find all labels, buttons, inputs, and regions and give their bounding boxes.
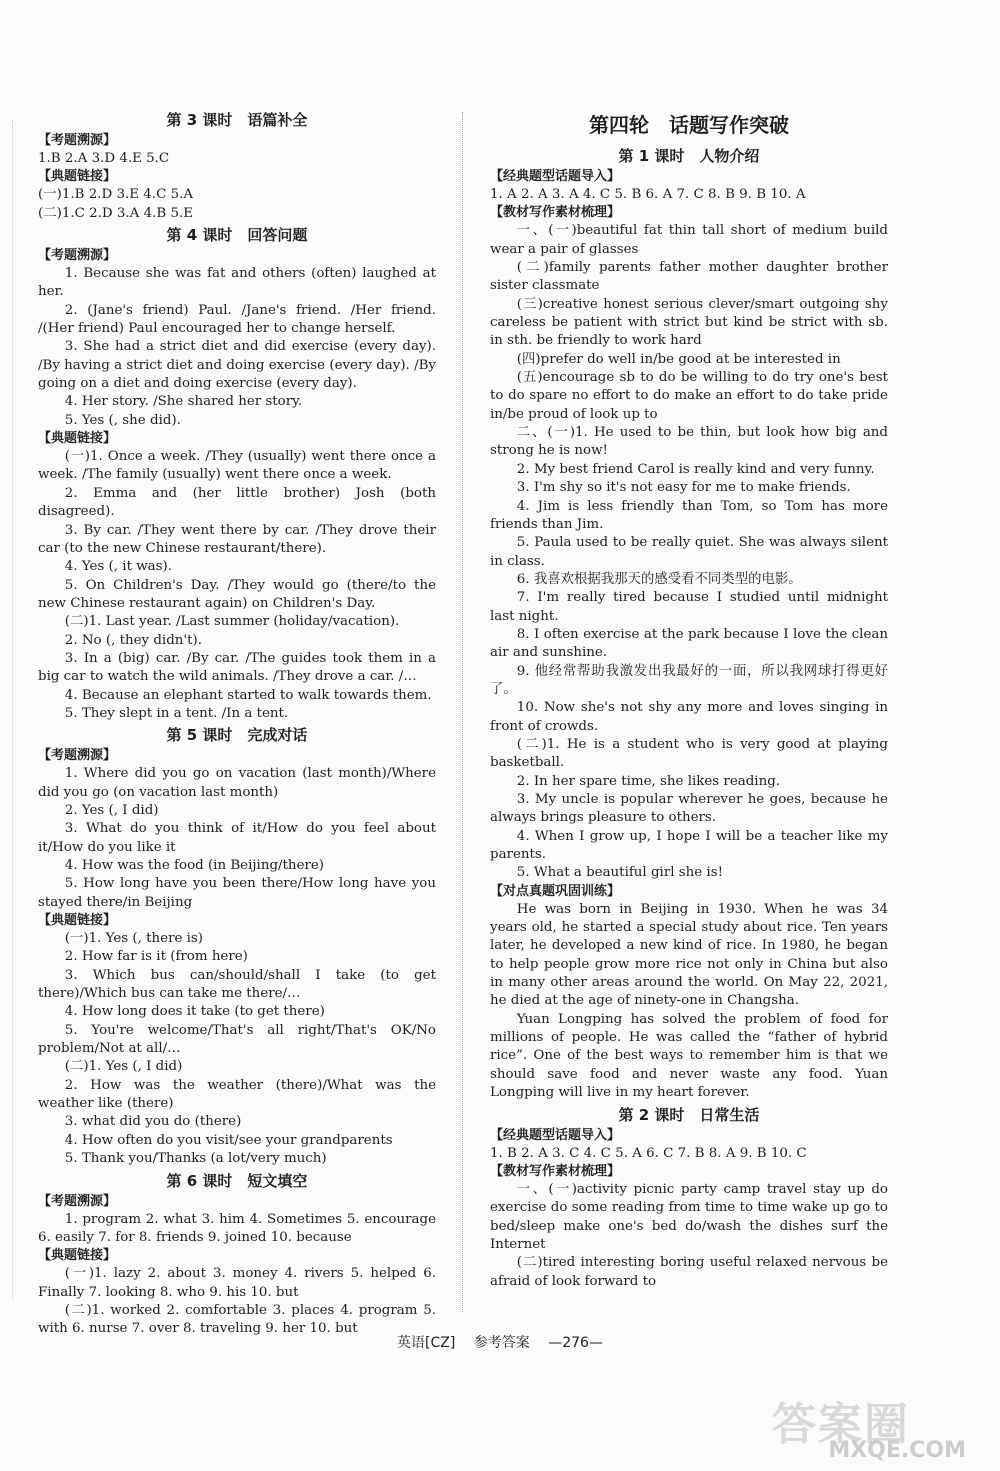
footer-label: 参考答案: [473, 1335, 530, 1351]
answer-line: 2. How was the weather (there)/What was the weather like (there): [38, 1077, 436, 1112]
answer-line: (二)1. Last year. /Last summer (holiday/vacation).: [64, 614, 400, 630]
section-header: 【典题链接】: [38, 431, 117, 447]
answer-line: 1. Because she was fat and others (often) laughed at her.: [38, 266, 436, 300]
answer-line: 3. She had a strict diet and did exercise (every day). /By having a strict diet and doing exercise (every day). /By going on a diet and doing exercise (every day).: [38, 339, 436, 392]
answer-line: 6. 我喜欢根据我那天的感受看不同类型的电影。: [516, 571, 802, 587]
section-header: 【典题链接】: [38, 1248, 117, 1264]
lesson-title: 第 4 课时 回答问题: [166, 226, 308, 245]
answer-line: (二)1.C 2.D 3.A 4.B 5.E: [38, 205, 194, 221]
column-divider: [462, 112, 463, 1312]
left-column: [38, 108, 436, 1339]
lesson-title: 第 3 课时 语篇补全: [166, 111, 308, 129]
answer-line: 9. 他经常帮助我激发出我最好的一面，所以我网球打得更好了。: [490, 663, 888, 697]
answer-line: 4. How long does it take (to get there): [64, 1004, 325, 1020]
answer-line: (二)family parents father mother daughter brother sister classmate: [490, 260, 888, 294]
answer-line: 3. My uncle is popular wherever he goes, because he always brings pleasure to others.: [490, 792, 888, 826]
answer-line: (二)1. Yes (, I did): [64, 1059, 183, 1075]
section-header: 【经典题型话题导入】: [490, 169, 621, 184]
answer-line: 1. program 2. what 3. him 4. Sometimes 5. encourage 6. easily 7. for 8. friends 9. joined 10. because: [38, 1211, 436, 1245]
section-header: 【教材写作素材梳理】: [490, 1163, 621, 1179]
section-header: 【经典题型话题导入】: [490, 1127, 621, 1143]
answer-line: 4. Her story. /She shared her story.: [64, 394, 303, 410]
answer-line: 5. Yes (, she did).: [64, 412, 181, 428]
lesson-title: 第 1 课时 人物介绍: [618, 147, 760, 165]
answer-line: 3. I'm shy so it's not easy for me to make friends.: [516, 480, 851, 496]
answer-line: 2. Emma and (her little brother) Josh (both disagreed).: [38, 485, 436, 520]
answer-line: 4. Yes (, it was).: [64, 559, 173, 575]
section-header: 【教材写作素材梳理】: [490, 205, 621, 221]
watermark-cn: 答案圈: [772, 1399, 910, 1450]
answer-line: 5. How long have you been there/How long have you stayed there/in Beijing: [38, 876, 436, 910]
watermark-logo: [770, 1388, 966, 1466]
answer-line: 3. What do you think of it/How do you feel about it/How do you like it: [38, 821, 436, 855]
answer-line: 5. They slept in a tent. /In a tent.: [64, 705, 289, 721]
answer-line: (五)encourage sb to do be willing to do try one's best to do spare no effort to do make an effort to do take pride in/be proud of look up to: [490, 370, 888, 422]
answer-line: 一、(一)beautiful fat thin tall short of medium build wear a pair of glasses: [490, 223, 888, 257]
answer-line: (一)1.B 2.D 3.E 4.C 5.A: [38, 187, 194, 203]
answer-line: (三)creative honest serious clever/smart outgoing shy careless be patient with strict but kind be strict with sb. in sth. be friendly to work hard: [490, 296, 888, 349]
answer-line: 4. How often do you visit/see your grandparents: [64, 1132, 393, 1148]
section-header: 【考题溯源】: [38, 133, 117, 148]
section-header: 【考题溯源】: [38, 748, 117, 764]
answer-line: 二、(一)1. He used to be thin, but look how big and strong he is now!: [490, 425, 888, 459]
answer-line: 4. Jim is less friendly than Tom, so Tom has more friends than Jim.: [490, 498, 888, 532]
answer-line: 1. Where did you go on vacation (last month)/Where did you go (on vacation last month): [38, 766, 436, 800]
margin-dotted-line: [12, 120, 13, 1300]
section-header: 【考题溯源】: [38, 1193, 117, 1209]
answer-line: 7. I'm really tired because I studied until midnight last night.: [490, 590, 888, 624]
answer-line: 4. When I grow up, I hope I will be a teacher like my parents.: [490, 828, 888, 863]
answer-line: (四)prefer do well in/be good at be interested in: [516, 351, 841, 367]
answer-line: 2. My best friend Carol is really kind and very funny.: [516, 461, 875, 477]
lesson-title: 第 6 课时 短文填空: [166, 1171, 308, 1190]
answer-line: 8. I often exercise at the park because I love the clean air and sunshine.: [490, 626, 888, 661]
answer-line: He was born in Beijing in 1930. When he was 34 years old, he started a special study about rice. Ten years later, he developed a new kind of rice. In 1980, he began to help people grow more rice not only in China but also in many other areas around the world. On May 22, 2021, he died at the age of ninety-one in Changsha.: [490, 901, 888, 1009]
section-header: 【典题链接】: [38, 913, 117, 929]
page-number: —276—: [548, 1335, 603, 1351]
section-header: 【对点真题巩固训练】: [490, 883, 621, 899]
section-header: 【考题溯源】: [38, 248, 117, 264]
answer-line: 一、(一)activity picnic party camp travel stay up do exercise do some reading from time to time wake up go to bed/sleep make one's bed do/wash the dishes surf the Internet: [490, 1181, 888, 1252]
answer-line: 3. Which bus can/should/shall I take (to get there)/Which bus can take me there/…: [38, 967, 436, 1002]
footer-subject: 英语[CZ]: [397, 1335, 456, 1351]
answer-line: 2. In her spare time, she likes reading.: [516, 773, 781, 789]
section-header: 【典题链接】: [38, 169, 117, 185]
answer-line: 5. Paula used to be really quiet. She was always silent in class.: [490, 535, 888, 569]
answer-line: 1. A 2. A 3. A 4. C 5. B 6. A 7. C 8. B 9. B 10. A: [490, 187, 806, 202]
answer-line: 2. (Jane's friend) Paul. /Jane's friend. /Her friend. /(Her friend) Paul encouraged her to change herself.: [38, 302, 436, 337]
answer-line: 10. Now she's not shy any more and loves singing in front of crowds.: [490, 700, 888, 734]
answer-line: 1.B 2.A 3.D 4.E 5.C: [38, 151, 170, 166]
answer-line: 4. How was the food (in Beijing/there): [64, 858, 325, 873]
answer-line: 5. Thank you/Thanks (a lot/very much): [64, 1151, 327, 1167]
lesson-title: 第 5 课时 完成对话: [166, 726, 308, 745]
answer-line: 2. Yes (, I did): [64, 802, 159, 818]
answer-line: 2. No (, they didn't).: [64, 632, 202, 648]
answer-line: (一)1. lazy 2. about 3. money 4. rivers 5. helped 6. Finally 7. looking 8. who 9. his 10. but: [38, 1266, 436, 1300]
unit-title: 第四轮 话题写作突破: [589, 113, 789, 137]
answer-line: 5. You're welcome/That's all right/That's OK/No problem/Not at all/…: [38, 1022, 436, 1057]
answer-line: (二)1. He is a student who is very good at playing basketball.: [490, 736, 888, 771]
watermark-en: MXQE.COM: [828, 1438, 966, 1463]
answer-line: 1. B 2. A 3. C 4. C 5. A 6. C 7. B 8. A 9. B 10. C: [490, 1145, 807, 1161]
answer-line: 2. How far is it (from here): [64, 949, 248, 965]
answer-line: 4. Because an elephant started to walk towards them.: [64, 687, 432, 703]
page-footer: [0, 1332, 1000, 1352]
answer-line: (二)1. worked 2. comfortable 3. places 4. program 5. with 6. nurse 7. over 8. traveling 9. her 10. but: [38, 1302, 436, 1337]
answer-line: 3. what did you do (there): [64, 1114, 242, 1130]
answer-line: (二)tired interesting boring useful relaxed nervous be afraid of look forward to: [490, 1255, 888, 1289]
answer-line: 3. By car. /They went there by car. /They drove their car (to the new Chinese restaurant/there).: [38, 522, 436, 556]
answer-line: Yuan Longping has solved the problem of food for millions of people. He was called the “father of hybrid rice”. One of the best ways to remember him is that we should save food and never waste any food. Yuan Longping will live in my heart forever.: [490, 1011, 888, 1101]
right-column: [490, 108, 888, 1291]
answer-line: (一)1. Once a week. /They (usually) went there once a week. /The family (usually) went there once a week.: [38, 449, 436, 483]
answer-line: (一)1. Yes (, there is): [64, 931, 204, 947]
answer-line: 5. What a beautiful girl she is!: [516, 865, 723, 881]
answer-line: 3. In a (big) car. /By car. /The guides took them in a big car to watch the wild animals. /They drove a car. /…: [38, 650, 436, 685]
answer-line: 5. On Children's Day. /They would go (there/to the new Chinese restaurant again) on Children's Day.: [38, 577, 436, 611]
lesson-title: 第 2 课时 日常生活: [618, 1105, 760, 1124]
